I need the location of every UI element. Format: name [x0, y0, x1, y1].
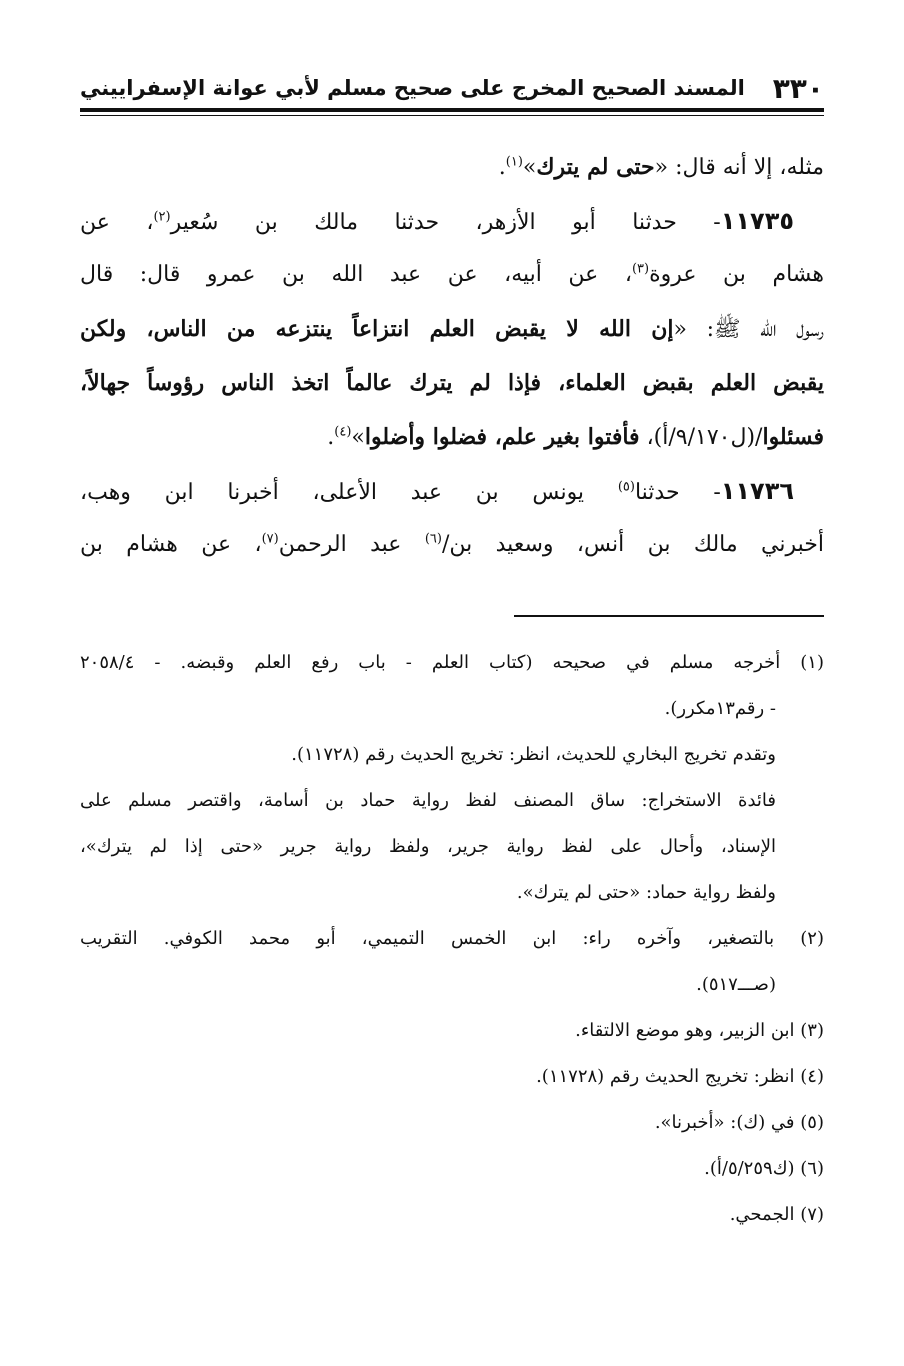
text-line-1: مثله، إلا أنه قال: «حتى لم يترك»$^{(١)}$. — [498, 154, 824, 180]
text-line-5: يقبض العلم بقبض العلماء، فإذا لم يترك عالماً اتخذ الناس رؤوساً جهالاً، — [80, 370, 824, 396]
footnote-2-cont: (صـــ٥١٧). — [696, 974, 776, 995]
page-number: ٣٣٠ — [772, 72, 824, 105]
footnote-1-cont: - رقم١٣مكرر). — [664, 698, 776, 719]
footnote-ref-5: (٥) — [617, 479, 635, 495]
footnote-7: (٧) الجمحي. — [729, 1204, 824, 1225]
main-text — [80, 140, 824, 572]
text-line-4: رسول الله ﷺ: «إن الله لا يقبض العلم انتزاعاً ينتزعه من الناس، ولكن — [80, 316, 824, 342]
footnote-ref-4: (٤) — [334, 424, 352, 440]
footnote-1-benefit: فائدة الاستخراج: ساق المصنف لفظ رواية حماد بن أسامة، واقتصر مسلم على — [80, 790, 776, 811]
hadith-number: ١١٧٣٦ — [720, 477, 794, 505]
footnote-2: (٢) بالتصغير، وآخره راء: ابن الخمس التميمي، أبو محمد الكوفي. التقريب — [80, 928, 824, 949]
footnote-ref-6: (٦) — [424, 531, 442, 547]
text-line-6: فسئلوا/(ل٩/١٧٠/أ)، فأفتوا بغير علم، فضلوا وأضلوا»$^{(٤)}$. — [327, 424, 824, 450]
footnote-5: (٥) في (ك): «أخبرنا». — [654, 1112, 824, 1133]
text-line-2: ١١٧٣٥- حدثنا أبو الأزهر، حدثنا مالك بن سُعير$^{(٢)}$، عن — [80, 207, 794, 235]
header-rule-thick — [80, 108, 824, 112]
page-header — [80, 68, 824, 108]
footnote-1-note: وتقدم تخريج البخاري للحديث، انظر: تخريج الحديث رقم (١١٧٢٨). — [291, 744, 776, 765]
text-line-3: هشام بن عروة$^{(٣)}$، عن أبيه، عن عبد الله بن عمرو قال: قال — [80, 261, 824, 287]
footnote-separator — [514, 615, 824, 617]
footnote-ref-2: (٢) — [153, 209, 171, 225]
header-rule-thin — [80, 115, 824, 116]
text-line-7: ١١٧٣٦- حدثنا$^{(٥)}$ يونس بن عبد الأعلى، أخبرنا ابن وهب، — [80, 477, 794, 505]
hadith-number: ١١٧٣٥ — [720, 207, 794, 235]
footnote-1-benefit-end: ولفظ رواية حماد: «حتى لم يترك». — [516, 882, 776, 903]
footnote-1: (١) أخرجه مسلم في صحيحه (كتاب العلم - باب رفع العلم وقبضه. - ٢٠٥٨/٤ — [80, 652, 824, 673]
footnote-3: (٣) ابن الزبير، وهو موضع الالتقاء. — [575, 1020, 824, 1041]
text-line-8: أخبرني مالك بن أنس، وسعيد بن/$^{(٦)}$ عبد الرحمن$^{(٧)}$، عن هشام بن — [80, 531, 824, 557]
footnotes — [80, 640, 824, 1238]
footnote-ref-1: (١) — [505, 154, 523, 170]
footnote-ref-3: (٣) — [631, 261, 650, 277]
footnote-1-benefit-cont: الإسناد، وأحال على لفظ رواية جرير، ولفظ رواية جرير «حتى إذا لم يترك»، — [80, 836, 776, 857]
footnote-4: (٤) انظر: تخريج الحديث رقم (١١٧٢٨). — [536, 1066, 824, 1087]
footnote-6: (٦) (ك٥/٢٥٩/أ). — [704, 1158, 824, 1179]
footnote-ref-7: (٧) — [261, 531, 279, 547]
running-title: المسند الصحيح المخرج على صحيح مسلم لأبي عوانة الإسفراييني — [80, 76, 745, 100]
